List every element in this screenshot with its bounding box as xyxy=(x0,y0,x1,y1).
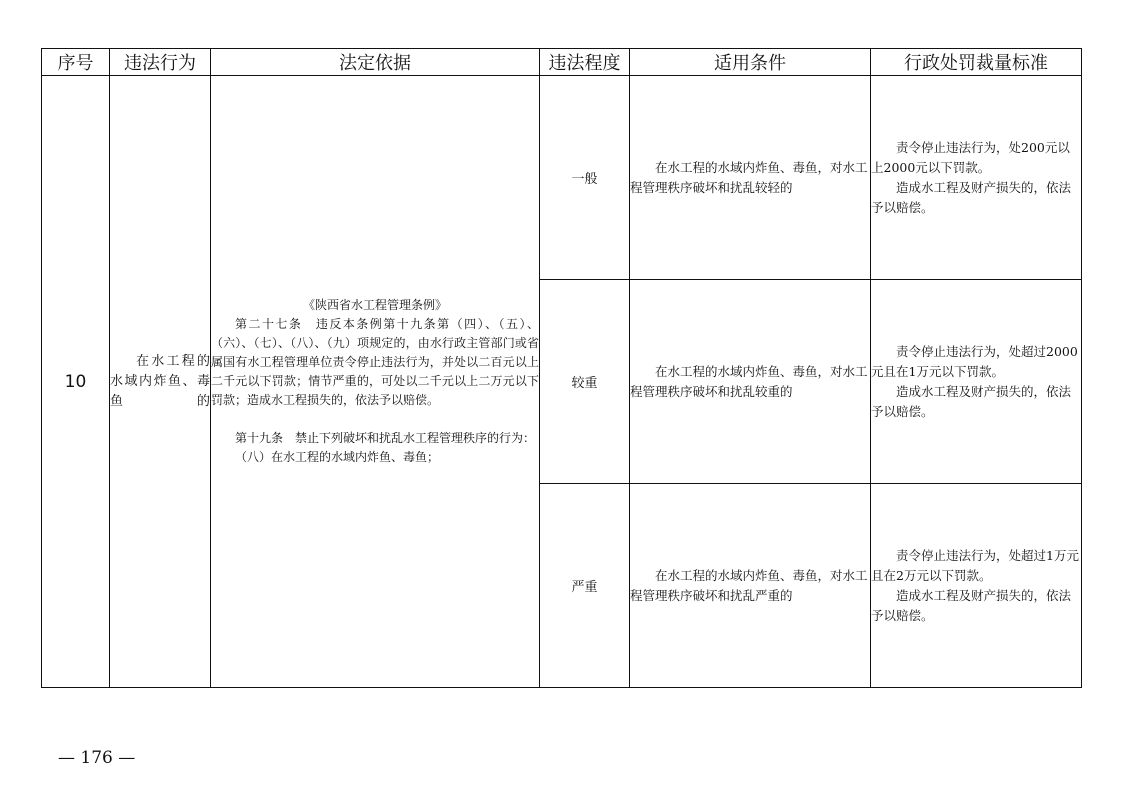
standard-serious-compensation: 造成水工程及财产损失的，依法予以赔偿。 xyxy=(871,383,1072,419)
standard-severe-fine: 责令停止违法行为，处超过1万元且在2万元以下罚款。 xyxy=(871,547,1079,583)
penalty-standard-table xyxy=(41,48,1082,688)
severity-severe: 严重 xyxy=(540,484,630,688)
severity-serious: 较重 xyxy=(540,280,630,484)
condition-general: 在水工程的水域内炸鱼、毒鱼，对水工程管理秩序破坏和扰乱较轻的 xyxy=(630,159,868,195)
header-violation: 违法行为 xyxy=(110,49,211,76)
header-serial-number: 序号 xyxy=(42,49,110,76)
standard-serious-fine: 责令停止违法行为，处超过2000元且在1万元以下罚款。 xyxy=(871,343,1078,379)
violation-text: 在水工程的水域内炸鱼、毒鱼的 xyxy=(110,353,210,409)
article-27-text: 第二十七条 违反本条例第十九条第（四）、（五）、（六）、（七）、（八）、（九）项规定的，由水行政主管部门或省属国有水工程管理单位责令停止违法行为，并处以二百元以上二千元以下罚款；情节严重的，可处以二千元以上二万元以下罚款；造成水工程损失的，依法予以赔偿。 xyxy=(211,317,539,407)
article-19-item-8: （八）在水工程的水域内炸鱼、毒鱼； xyxy=(235,450,440,464)
condition-severe: 在水工程的水域内炸鱼、毒鱼，对水工程管理秩序破坏和扰乱严重的 xyxy=(630,567,868,603)
serial-number-cell xyxy=(42,76,110,688)
standard-serious-cell xyxy=(871,280,1082,484)
page-number: — 176 — xyxy=(58,748,136,768)
standard-severe-cell xyxy=(871,484,1082,688)
table-header-row xyxy=(42,49,1082,76)
article-19-text: 第十九条 禁止下列破坏和扰乱水工程管理秩序的行为： xyxy=(235,431,536,445)
condition-general-cell xyxy=(630,76,871,280)
serial-number: 10 xyxy=(64,371,87,392)
standard-severe-compensation: 造成水工程及财产损失的，依法予以赔偿。 xyxy=(871,587,1072,623)
standard-general-compensation: 造成水工程及财产损失的，依法予以赔偿。 xyxy=(871,179,1072,215)
header-legal-basis: 法定依据 xyxy=(211,49,540,76)
table-row xyxy=(42,76,1082,280)
header-severity: 违法程度 xyxy=(540,49,630,76)
condition-severe-cell xyxy=(630,484,871,688)
legal-basis-cell xyxy=(211,76,540,688)
violation-cell xyxy=(110,76,211,688)
standard-general-fine: 责令停止违法行为，处200元以上2000元以下罚款。 xyxy=(871,139,1070,175)
condition-serious: 在水工程的水域内炸鱼、毒鱼，对水工程管理秩序破坏和扰乱较重的 xyxy=(630,363,868,399)
header-applicable-conditions: 适用条件 xyxy=(630,49,871,76)
severity-general: 一般 xyxy=(540,76,630,280)
header-penalty-standard: 行政处罚裁量标准 xyxy=(871,49,1082,76)
condition-serious-cell xyxy=(630,280,871,484)
standard-general-cell xyxy=(871,76,1082,280)
regulation-title: 《陕西省水工程管理条例》 xyxy=(302,298,447,312)
